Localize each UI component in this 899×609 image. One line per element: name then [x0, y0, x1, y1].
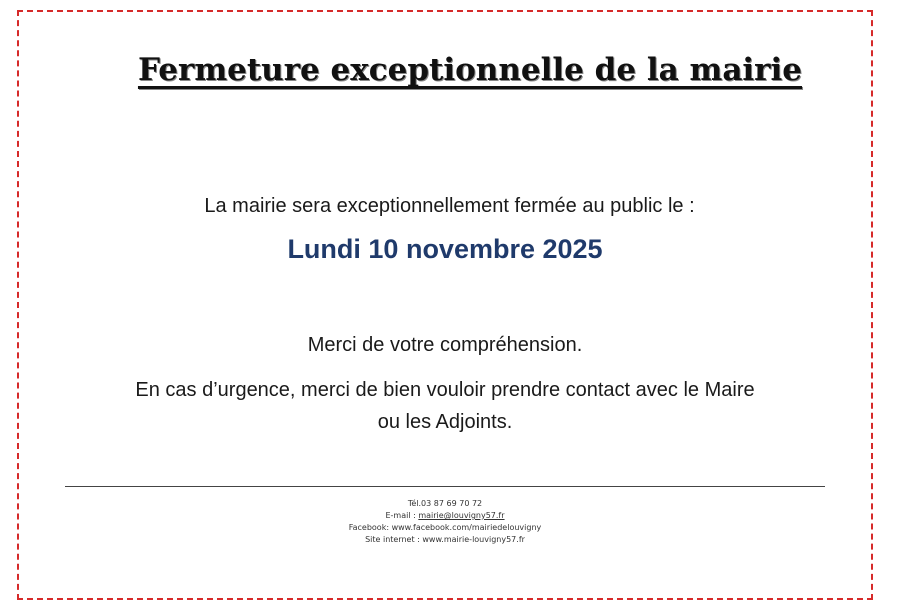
urgency-line-2: ou les Adjoints.	[377, 411, 513, 433]
footer-divider	[65, 486, 825, 487]
contact-website: Site internet : www.mairie-louvigny57.fr	[365, 535, 525, 544]
closure-intro-text: La mairie sera exceptionnellement fermée au public le :	[204, 195, 695, 217]
contact-phone: Tél.03 87 69 70 72	[407, 499, 483, 508]
contact-facebook: Facebook: www.facebook.com/mairiedelouvigny	[348, 523, 542, 532]
closure-date: Lundi 10 novembre 2025	[287, 234, 603, 264]
urgency-text	[40, 374, 850, 438]
contact-email-line	[0, 510, 890, 522]
notice-title: Fermeture exceptionnelle de la mairie	[137, 52, 803, 88]
thanks-text: Merci de votre compréhension.	[307, 334, 583, 356]
contact-email-link[interactable]: mairie@louvigny57.fr	[418, 511, 505, 520]
urgency-line-1: En cas d’urgence, merci de bien vouloir prendre contact avec le Maire	[135, 379, 755, 401]
contact-footer	[0, 498, 890, 546]
contact-email-label: E-mail :	[385, 511, 419, 520]
